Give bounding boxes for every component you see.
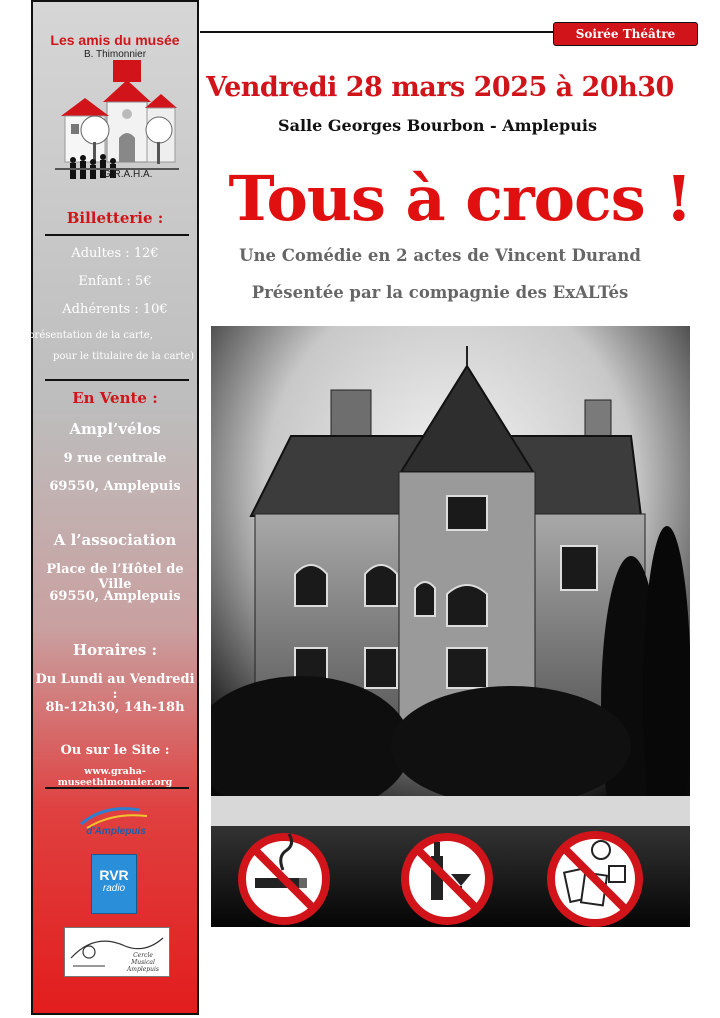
- sponsor-2-main: RVR: [99, 867, 129, 883]
- logo-title: Les amis du musée: [50, 32, 180, 48]
- price-note-1: (Sur présentation de la carte,: [3, 330, 153, 341]
- divider: [45, 379, 189, 381]
- play-company: Présentée par la compagnie des ExALTés: [251, 283, 629, 302]
- haunted-house-photo: [211, 326, 690, 927]
- no-alcohol-icon: [405, 837, 489, 921]
- sponsor-1-text: d'Amplepuis: [86, 826, 146, 837]
- event-type-tag: Soirée Théâtre: [553, 22, 698, 46]
- sponsor-2-sub: radio: [102, 883, 126, 894]
- sponsor-cycling-logo-icon: [77, 802, 155, 838]
- price-members: Adhérents : 10€: [62, 302, 168, 317]
- sponsor-radio-logo: [91, 854, 137, 914]
- event-date: Vendredi 28 mars 2025 à 20h30: [206, 72, 674, 103]
- divider: [45, 787, 189, 789]
- price-adults: Adultes : 12€: [71, 246, 159, 261]
- sale-heading: En Vente :: [72, 389, 158, 407]
- logo-subtitle: B. Thimonnier: [83, 49, 147, 60]
- shop-street: 9 rue centrale: [63, 451, 167, 466]
- logo-caption: G.R.A.H.A.: [103, 169, 153, 180]
- play-title: Tous à crocs !: [228, 162, 692, 235]
- hours-times: 8h-12h30, 14h-18h: [45, 700, 185, 715]
- shop-city: 69550, Amplepuis: [49, 479, 181, 494]
- site-heading: Ou sur le Site :: [60, 743, 170, 758]
- tag-divider: [200, 31, 553, 33]
- price-note-2: pour le titulaire de la carte): [53, 351, 195, 362]
- billetterie-heading: Billetterie :: [66, 209, 164, 227]
- assoc-street: Place de l’Hôtel de Ville: [46, 562, 184, 592]
- sponsor-3-text: Cercle Musical Amplepuis: [126, 952, 160, 973]
- assoc-city: 69550, Amplepuis: [49, 589, 181, 604]
- play-author: Une Comédie en 2 actes de Vincent Durand: [239, 246, 641, 265]
- hours-days: Du Lundi au Vendredi :: [35, 672, 195, 702]
- sidebar: [3, 0, 199, 1015]
- event-venue: Salle Georges Bourbon - Amplepuis: [278, 116, 597, 135]
- no-gambling-icon: [551, 835, 639, 923]
- site-url[interactable]: www.graha-museethimonnier.org: [57, 766, 173, 788]
- hours-heading: Horaires :: [72, 641, 158, 659]
- sponsor-music-logo: [64, 927, 170, 977]
- shop-name: Ampl’vélos: [69, 420, 161, 438]
- divider: [45, 234, 189, 236]
- assoc-name: A l’association: [53, 531, 177, 549]
- no-smoking-icon: [242, 834, 326, 921]
- logo-header: [33, 32, 197, 60]
- price-child: Enfant : 5€: [78, 274, 152, 289]
